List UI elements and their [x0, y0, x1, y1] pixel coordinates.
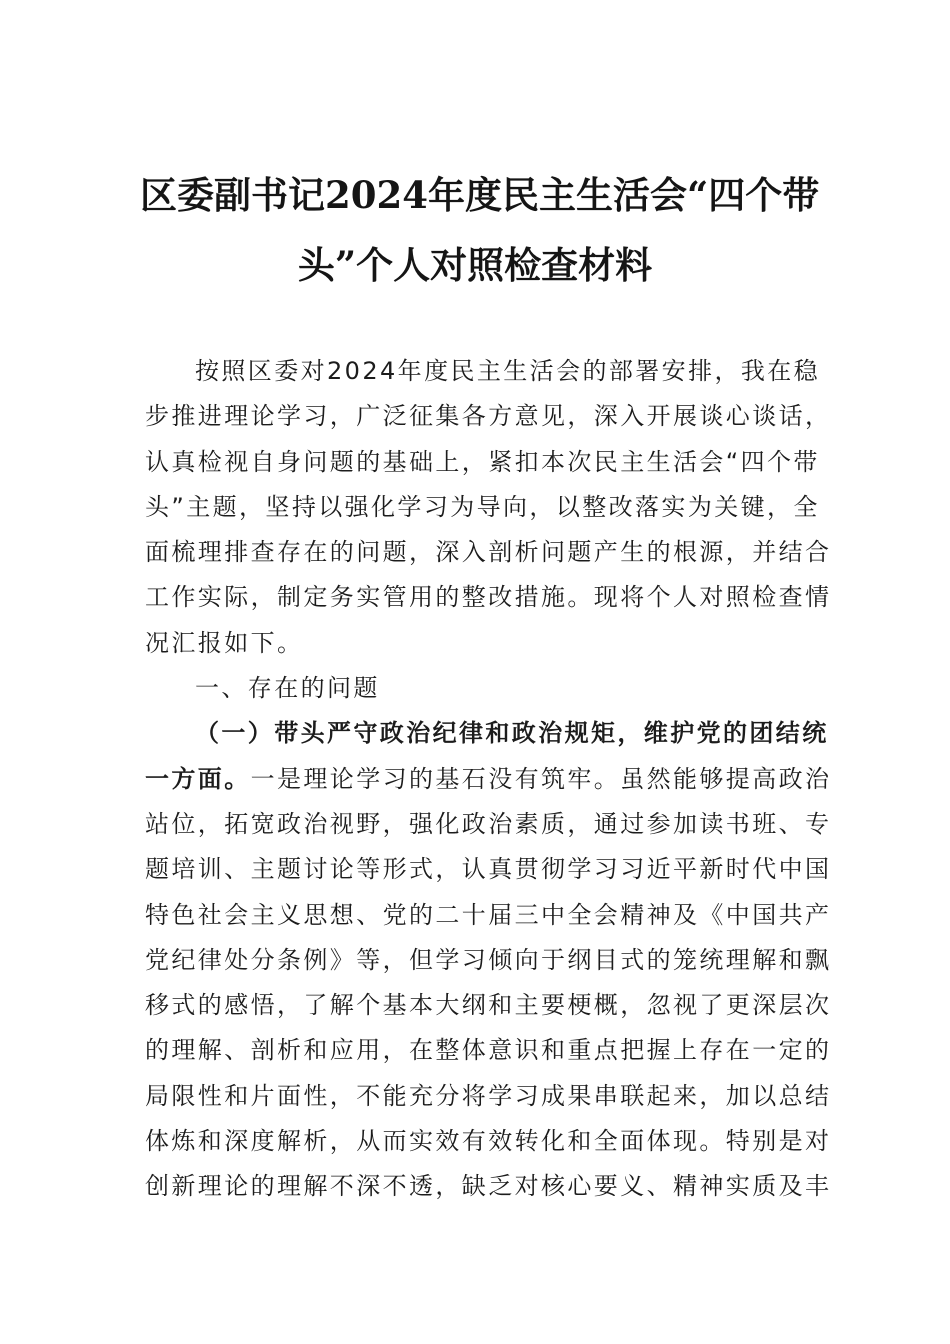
body-text-start: 一是理论学习的基石没有筑牢。虽然能够提高政治 — [250, 764, 832, 793]
body-line: 移式的感悟，了解个基本大纲和主要梗概，忽视了更深层次 — [145, 991, 832, 1020]
body-line: 体炼和深度解析，从而实效有效转化和全面体现。特别是对 — [145, 1127, 832, 1156]
title-line-1: 区委副书记2024年度民主生活会“四个带 — [140, 173, 820, 217]
body-line: 党纪律处分条例》等，但学习倾向于纲目式的笼统理解和飘 — [145, 945, 832, 974]
subsection-line-2 — [145, 757, 832, 802]
intro-line: 认真检视自身问题的基础上，紧扣本次民主生活会“四个带 — [145, 447, 820, 476]
document-body — [145, 349, 832, 1210]
title-line-2: 头”个人对照检查材料 — [297, 243, 653, 287]
intro-line: 面梳理排查存在的问题，深入剖析问题产生的根源，并结合 — [145, 538, 832, 567]
subsection-heading: （一）带头严守政治纪律和政治规矩，维护党的团结统 — [195, 719, 829, 748]
intro-line: 按照区委对2024年度民主生活会的部署安排，我在稳 — [195, 357, 821, 385]
body-line: 特色社会主义思想、党的二十届三中全会精神及《中国共产 — [145, 900, 832, 929]
intro-line: 步推进理论学习，广泛征集各方意见，深入开展谈心谈话， — [145, 402, 832, 431]
intro-line: 头”主题，坚持以强化学习为导向，以整改落实为关键，全 — [145, 492, 820, 521]
document-title — [140, 160, 820, 300]
body-line: 局限性和片面性，不能充分将学习成果串联起来，加以总结 — [145, 1081, 832, 1110]
intro-line: 工作实际，制定务实管用的整改措施。现将个人对照检查情 — [145, 583, 832, 612]
body-line: 的理解、剖析和应用，在整体意识和重点把握上存在一定的 — [145, 1036, 832, 1065]
section-heading: 一、存在的问题 — [195, 674, 380, 703]
body-line: 站位，拓宽政治视野，强化政治素质，通过参加读书班、专 — [145, 809, 832, 838]
subsection-heading-end: 一方面。 — [145, 764, 251, 793]
body-line: 题培训、主题讨论等形式，认真贯彻学习习近平新时代中国 — [145, 855, 832, 884]
body-line: 创新理论的理解不深不透，缺乏对核心要义、精神实质及丰 — [145, 1172, 832, 1201]
intro-line: 况汇报如下。 — [145, 628, 304, 657]
